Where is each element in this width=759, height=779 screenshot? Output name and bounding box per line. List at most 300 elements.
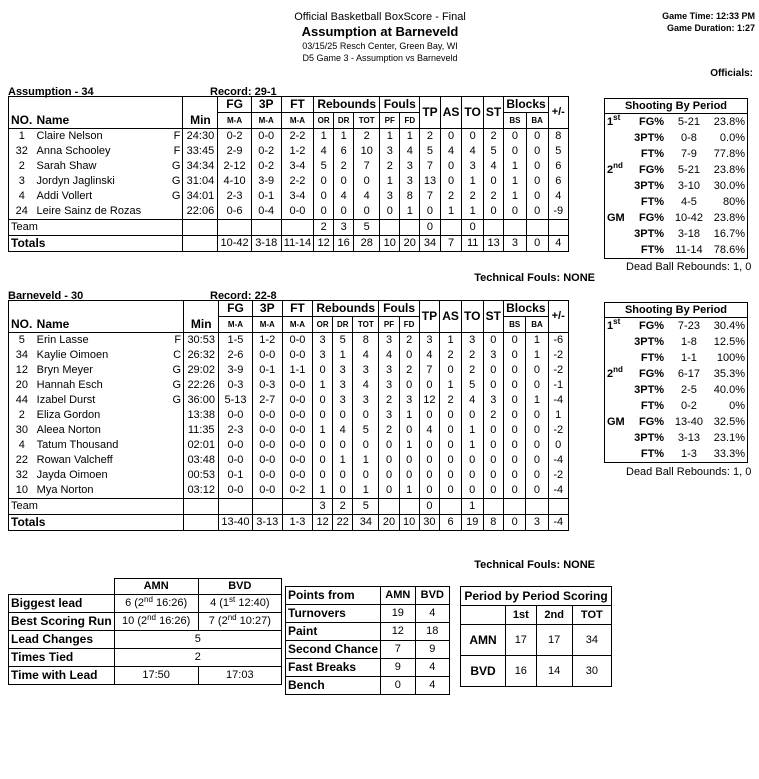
stat-ft: 0-0 — [282, 468, 312, 483]
player-name-text: Rowan Valcheff — [36, 454, 113, 466]
totals-fg: 10-42 — [218, 236, 251, 252]
shooting-period-number: 1 — [607, 320, 614, 332]
stat-tp3: 0-4 — [251, 204, 281, 220]
stat-tp: 7 — [420, 189, 440, 204]
stat-min: 36:00 — [184, 393, 219, 408]
player-row — [9, 333, 594, 349]
duration-value: 1:27 — [736, 23, 755, 33]
column-header-to: TO — [461, 301, 483, 333]
stat-ft: 0-0 — [282, 408, 312, 423]
shooting-period — [605, 318, 627, 335]
player-row — [9, 438, 594, 453]
stat-fg: 2-12 — [218, 159, 251, 174]
shooting-stat: FT% — [640, 400, 665, 412]
player-name — [35, 204, 183, 220]
stat-bs: 0 — [504, 453, 526, 468]
stat-dr: 2 — [334, 159, 354, 174]
stat-tp3: 1-2 — [252, 333, 282, 349]
player-name-text: Bryn Meyer — [36, 364, 93, 376]
team-stat-as — [440, 220, 462, 236]
shooting-stat: FT% — [640, 148, 665, 160]
column-header-no: NO. — [9, 97, 35, 129]
column-subheader-fd: FD — [399, 317, 419, 333]
stat-or: 0 — [313, 408, 333, 423]
stat-tp3: 2-7 — [252, 393, 282, 408]
stat-ba: 1 — [526, 393, 548, 408]
stat-pm: -2 — [548, 423, 568, 438]
player-name — [35, 159, 183, 174]
summary-label: Time with Lead — [9, 667, 115, 685]
stat-ba: 0 — [526, 483, 548, 499]
totals-tot: 28 — [354, 236, 380, 252]
shooting-percentage: 35.3% — [713, 368, 745, 380]
stat-st: 0 — [483, 483, 503, 499]
player-number: 44 — [9, 393, 35, 408]
period-column-header: 1st — [506, 606, 537, 625]
stat-pf: 0 — [379, 483, 399, 499]
stat-min: 11:35 — [184, 423, 219, 438]
stat-pm: -4 — [548, 453, 568, 468]
period-scoring-title: Period by Period Scoring — [461, 587, 612, 606]
stat-or: 0 — [313, 363, 333, 378]
shooting-stat: 3PT% — [634, 228, 665, 240]
stat-tp: 0 — [419, 468, 439, 483]
team-stat-st — [483, 499, 503, 515]
team-stat-bs — [504, 499, 526, 515]
stat-tp: 13 — [420, 174, 440, 189]
totals-to: 19 — [461, 515, 483, 531]
player-number: 4 — [9, 189, 35, 204]
stat-tp: 5 — [420, 144, 440, 159]
stat-st: 4 — [483, 159, 503, 174]
column-subheader-ma: M-A — [251, 113, 281, 129]
stat-fg: 2-3 — [218, 189, 251, 204]
stat-bs: 1 — [504, 189, 526, 204]
column-header-name: Name — [35, 97, 183, 129]
stat-fg: 0-2 — [218, 129, 251, 145]
stat-dr: 1 — [333, 453, 353, 468]
stat-pf: 3 — [379, 363, 399, 378]
player-name — [35, 363, 184, 378]
stat-fg: 4-10 — [218, 174, 251, 189]
stat-to: 0 — [462, 129, 484, 145]
doc-type: Official Basketball BoxScore - Final — [294, 11, 466, 23]
stat-or: 0 — [314, 204, 334, 220]
player-position: G — [171, 175, 181, 187]
stat-pm: -2 — [548, 363, 568, 378]
stat-ft: 0-0 — [282, 438, 312, 453]
totals-or: 12 — [313, 515, 333, 531]
stat-min: 22:26 — [184, 378, 219, 393]
stat-to: 1 — [461, 438, 483, 453]
shooting-made-attempted: 3-13 — [677, 432, 700, 444]
stat-ba: 0 — [526, 423, 548, 438]
column-header-ft: FT — [282, 301, 312, 317]
player-name — [35, 408, 184, 423]
totals-pm: -4 — [548, 515, 568, 531]
stat-fg: 2-9 — [218, 144, 251, 159]
player-number: 24 — [9, 204, 35, 220]
totals-or: 12 — [314, 236, 334, 252]
points-row — [286, 641, 450, 659]
summary-row — [9, 631, 282, 649]
summary-label: Times Tied — [9, 649, 115, 667]
shooting-stat: FT% — [640, 352, 665, 364]
summary-row — [9, 649, 282, 667]
player-position: C — [173, 349, 182, 361]
player-number: 32 — [9, 144, 35, 159]
stat-or: 0 — [313, 453, 333, 468]
team-stat-as — [440, 499, 462, 515]
stat-st: 0 — [483, 333, 503, 349]
shooting-made-attempted: 7-23 — [677, 320, 700, 332]
totals-ft: 11-14 — [281, 236, 313, 252]
shooting-row — [605, 366, 748, 382]
stat-as: 0 — [440, 174, 462, 189]
stat-st: 0 — [483, 204, 503, 220]
stat-fd: 3 — [399, 393, 419, 408]
shooting-period — [605, 194, 627, 210]
period-score: 14 — [536, 656, 572, 687]
period-score: 17 — [536, 625, 572, 656]
shooting-percentage: 40.0% — [713, 384, 745, 396]
shooting-period — [605, 446, 627, 463]
summary-label: Biggest lead — [9, 595, 115, 613]
player-name — [35, 189, 183, 204]
summary-value-suffix: nd — [144, 595, 153, 604]
shooting-period — [605, 350, 627, 366]
stat-dr: 1 — [333, 348, 353, 363]
stat-fd: 0 — [399, 378, 419, 393]
stat-bs: 0 — [504, 378, 526, 393]
stat-dr: 5 — [333, 333, 353, 349]
stat-bs: 0 — [504, 423, 526, 438]
shooting-stat: 3PT% — [634, 132, 665, 144]
shooting-period — [605, 210, 627, 226]
stat-to: 5 — [461, 378, 483, 393]
shooting-period — [605, 382, 627, 398]
team-stat-to: 0 — [462, 220, 484, 236]
shooting-percentage: 12.5% — [713, 336, 745, 348]
dead-ball-rebounds: Dead Ball Rebounds: 1, 0 — [626, 466, 752, 478]
stat-or: 5 — [314, 159, 334, 174]
shooting-row — [605, 162, 748, 178]
player-position: G — [171, 160, 181, 172]
player-number: 4 — [9, 438, 35, 453]
stat-fd: 3 — [400, 174, 420, 189]
stat-ft — [282, 499, 312, 515]
shooting-made-attempted: 1-1 — [680, 352, 697, 364]
team-stat-ba — [526, 220, 548, 236]
stat-tp3: 0-2 — [251, 159, 281, 174]
stat-tot: 7 — [354, 159, 380, 174]
player-number: 3 — [9, 174, 35, 189]
stat-min: 31:04 — [183, 174, 218, 189]
stat-pm: 6 — [548, 159, 568, 174]
summary-corner — [9, 579, 115, 595]
player-name-text: Jayda Oimoen — [36, 469, 108, 481]
stat-st: 3 — [483, 393, 503, 408]
player-name — [35, 438, 184, 453]
totals-ba: 3 — [526, 515, 548, 531]
stat-fg: 0-6 — [218, 204, 251, 220]
totals-as: 7 — [440, 236, 462, 252]
summary-value-head: 6 (2 — [125, 597, 145, 609]
stat-st: 2 — [483, 189, 503, 204]
totals-pm: 4 — [548, 236, 568, 252]
stat-to: 4 — [461, 393, 483, 408]
shooting-row — [605, 242, 748, 259]
totals-bs: 0 — [504, 515, 526, 531]
player-name-text: Jordyn Jaglinski — [36, 175, 115, 187]
totals-dr: 16 — [334, 236, 354, 252]
stat-fg: 3-9 — [219, 363, 252, 378]
stat-pf: 2 — [380, 159, 400, 174]
stat-pm: 5 — [548, 144, 568, 159]
player-position: G — [172, 364, 182, 376]
shooting-percentage: 23.8% — [713, 212, 745, 224]
stat-pf: 0 — [379, 453, 399, 468]
stat-min: 22:06 — [183, 204, 218, 220]
shooting-title-row — [605, 99, 748, 114]
stat-st: 5 — [483, 144, 503, 159]
team-stat-pm — [548, 499, 568, 515]
shooting-stat: FG% — [639, 212, 665, 224]
box-score-table — [8, 300, 594, 531]
stat-tp3: 0-1 — [252, 363, 282, 378]
stat-pm: 6 — [548, 174, 568, 189]
stat-tot: 5 — [353, 423, 379, 438]
column-subheader-ma: M-A — [282, 317, 312, 333]
game-summary-table — [8, 578, 282, 685]
stat-tot: 0 — [354, 174, 380, 189]
stat-or: 3 — [313, 333, 333, 349]
stat-ft: 2-2 — [281, 174, 313, 189]
period-score: 30 — [572, 656, 611, 687]
period-scoring-table — [460, 586, 612, 687]
stat-dr: 0 — [333, 438, 353, 453]
stat-dr: 0 — [334, 204, 354, 220]
stat-tot: 1 — [353, 483, 379, 499]
column-header-fouls: Fouls — [380, 97, 420, 113]
stat-to: 3 — [461, 333, 483, 349]
player-row — [9, 468, 594, 483]
totals-pf: 10 — [380, 236, 400, 252]
column-header-tp: TP — [420, 97, 440, 129]
shooting-row — [605, 210, 748, 226]
stat-as: 0 — [440, 453, 462, 468]
stat-bs: 0 — [504, 204, 526, 220]
shooting-stat: FG% — [639, 416, 665, 428]
shooting-row — [605, 382, 748, 398]
team-stat-ba — [526, 499, 548, 515]
stat-min: 02:01 — [184, 438, 219, 453]
stat-tp: 4 — [419, 348, 439, 363]
points-header-amn: AMN — [381, 587, 416, 605]
summary-value-head: 10 (2 — [122, 615, 148, 627]
column-header-st: ST — [483, 301, 503, 333]
stat-ft: 0-0 — [282, 348, 312, 363]
stat-as: 2 — [440, 393, 462, 408]
stat-tp: 0 — [420, 204, 440, 220]
shooting-stat: FT% — [640, 196, 665, 208]
shooting-period — [605, 366, 627, 382]
summary-value-bvd — [198, 595, 281, 613]
points-row — [286, 605, 450, 623]
column-header-fouls: Fouls — [379, 301, 419, 317]
shooting-percentage: 32.5% — [713, 416, 745, 428]
stat-ft: 0-0 — [282, 378, 312, 393]
team-stat-to: 1 — [461, 499, 483, 515]
stat-dr: 0 — [333, 483, 353, 499]
stat-fg: 5-13 — [219, 393, 252, 408]
stat-tp3: 0-0 — [252, 483, 282, 499]
stat-tp3: 0-0 — [252, 468, 282, 483]
stat-bs: 0 — [504, 468, 526, 483]
column-header-fg: FG — [219, 301, 252, 317]
stat-tp3: 0-0 — [252, 453, 282, 468]
summary-value-head: 4 (1 — [210, 597, 230, 609]
stat-pm: -9 — [548, 204, 568, 220]
totals-ft: 1-3 — [282, 515, 312, 531]
stat-as: 4 — [440, 144, 462, 159]
shooting-period — [605, 414, 627, 430]
player-name — [35, 483, 184, 499]
summary-value-amn: 17:50 — [114, 667, 198, 685]
stat-ba: 0 — [526, 129, 548, 145]
column-header-min: Min — [183, 97, 218, 129]
column-header-plus-minus: +/- — [548, 97, 568, 129]
stat-fg: 2-6 — [219, 348, 252, 363]
stat-fd: 1 — [399, 483, 419, 499]
stat-pf: 0 — [379, 438, 399, 453]
shooting-made-attempted: 4-5 — [680, 196, 697, 208]
player-name-text: Claire Nelson — [36, 130, 103, 142]
stat-min: 30:53 — [184, 333, 219, 349]
column-header-plus-minus: +/- — [548, 301, 568, 333]
stat-as: 0 — [440, 438, 462, 453]
stat-pf: 1 — [380, 174, 400, 189]
stat-min: 29:02 — [184, 363, 219, 378]
summary-value-tail: 12:40) — [235, 597, 270, 609]
stat-to: 0 — [461, 453, 483, 468]
column-header-fg: FG — [218, 97, 251, 113]
stat-fd: 0 — [399, 423, 419, 438]
stat-tp: 12 — [419, 393, 439, 408]
summary-value-suffix: st — [229, 595, 236, 604]
shooting-period-number: 1 — [607, 116, 614, 128]
shooting-stat: FG% — [639, 116, 665, 128]
shooting-period — [605, 146, 627, 162]
stat-bs: 0 — [504, 333, 526, 349]
team-row — [9, 499, 594, 515]
period-row — [461, 625, 612, 656]
stat-pf: 3 — [380, 189, 400, 204]
stat-to: 2 — [461, 363, 483, 378]
column-subheader-ma: M-A — [218, 113, 251, 129]
stat-dr: 3 — [333, 363, 353, 378]
stat-bs: 0 — [504, 438, 526, 453]
stat-tot: 2 — [354, 129, 380, 145]
stat-pf: 1 — [380, 129, 400, 145]
stat-ft: 2-2 — [281, 129, 313, 145]
shooting-period — [605, 114, 627, 131]
column-header-rebounds: Rebounds — [313, 301, 379, 317]
shooting-percentage: 78.6% — [713, 244, 745, 256]
stat-pm: 1 — [548, 408, 568, 423]
totals-min — [184, 515, 219, 531]
points-bvd: 4 — [415, 605, 449, 623]
points-amn: 12 — [381, 623, 416, 641]
column-subheader-tot: TOT — [354, 113, 380, 129]
stat-ft: 0-0 — [282, 423, 312, 438]
team-record: Record: 22-8 — [210, 290, 277, 302]
stat-or: 4 — [314, 144, 334, 159]
stat-fd: 1 — [400, 129, 420, 145]
period-row — [461, 656, 612, 687]
stat-or: 0 — [313, 468, 333, 483]
stat-or: 1 — [313, 423, 333, 438]
stat-min: 34:34 — [183, 159, 218, 174]
column-header-min: Min — [184, 301, 219, 333]
stat-as: 1 — [440, 204, 462, 220]
stat-pf: 2 — [379, 423, 399, 438]
player-row — [9, 453, 594, 468]
totals-tot: 34 — [353, 515, 379, 531]
stat-min: 26:32 — [184, 348, 219, 363]
stat-as: 0 — [440, 483, 462, 499]
summary-row — [9, 667, 282, 685]
stat-bs: 0 — [504, 408, 526, 423]
shooting-row — [605, 114, 748, 131]
column-header-as: AS — [440, 97, 462, 129]
player-position: G — [172, 394, 182, 406]
shooting-title-row — [605, 303, 748, 318]
period-team: BVD — [461, 656, 506, 687]
summary-row — [9, 595, 282, 613]
shooting-percentage: 0.0% — [719, 132, 745, 144]
player-row — [9, 423, 594, 438]
stat-fd: 3 — [400, 159, 420, 174]
stat-or: 0 — [313, 438, 333, 453]
player-number: 12 — [9, 363, 35, 378]
summary-value-bvd: 17:03 — [198, 667, 281, 685]
shooting-percentage: 0% — [729, 400, 745, 412]
totals-bs: 3 — [504, 236, 526, 252]
stat-as: 0 — [440, 363, 462, 378]
stat-min: 03:48 — [184, 453, 219, 468]
shooting-stat: 3PT% — [634, 432, 665, 444]
date-location: 03/15/25 Resch Center, Green Bay, WI — [302, 41, 458, 51]
stat-tp3: 0-0 — [252, 438, 282, 453]
points-amn: 7 — [381, 641, 416, 659]
shooting-period — [605, 130, 627, 146]
totals-st: 8 — [483, 515, 503, 531]
shooting-stat: FT% — [640, 448, 665, 460]
column-header-blocks: Blocks — [504, 301, 549, 317]
stat-fd: 1 — [399, 408, 419, 423]
totals-st: 13 — [483, 236, 503, 252]
stat-tp: 7 — [419, 363, 439, 378]
stat-fd: 0 — [399, 453, 419, 468]
stat-ft: 3-4 — [281, 159, 313, 174]
stat-tot: 1 — [353, 453, 379, 468]
shooting-stat: 3PT% — [634, 180, 665, 192]
stat-tp3: 0-0 — [251, 129, 281, 145]
stat-or: 3 — [313, 348, 333, 363]
totals-row — [9, 236, 594, 252]
column-subheader-pf: PF — [380, 113, 400, 129]
